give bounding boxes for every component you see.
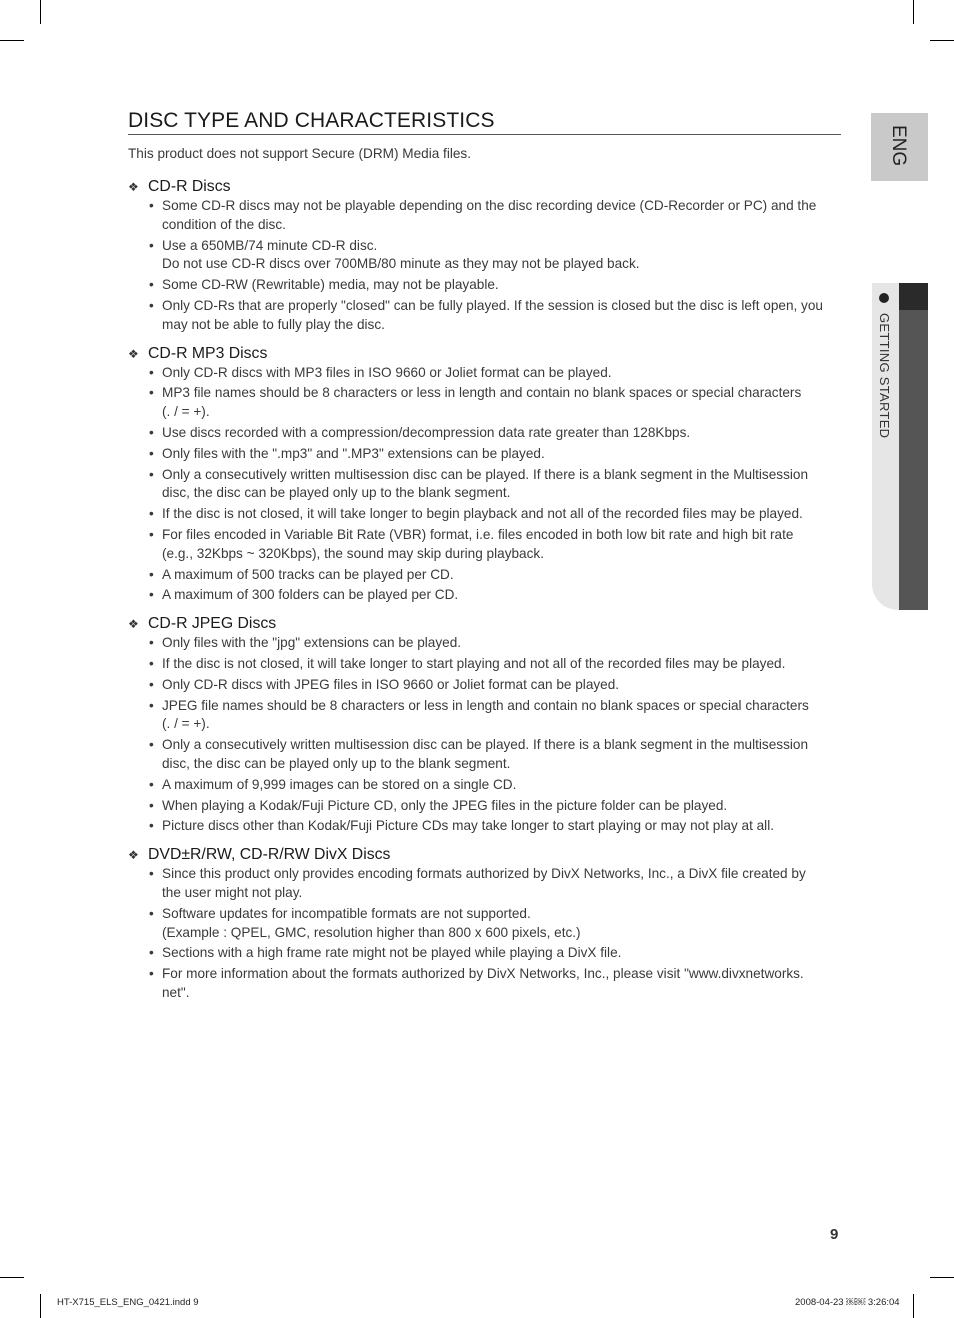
list-item-text: Software updates for incompatible formats are not supported. — [162, 905, 531, 921]
bullet-icon: • — [149, 424, 154, 440]
bullet-icon: • — [149, 635, 154, 651]
crop-mark — [930, 1277, 954, 1278]
bullet-list — [128, 865, 840, 1003]
list-item — [128, 634, 840, 653]
list-item-text: A maximum of 500 tracks can be played per CD. — [162, 566, 454, 582]
bullet-icon: • — [149, 198, 154, 213]
list-item — [128, 197, 840, 235]
bullet-icon: • — [149, 445, 154, 461]
bullet-icon: • — [149, 945, 154, 961]
list-item-text: Only CD-R discs with JPEG files in ISO 9660 or Joliet format can be played. — [162, 676, 620, 692]
list-item — [128, 384, 840, 422]
bullet-icon: • — [149, 526, 154, 542]
list-item — [128, 566, 840, 585]
list-item — [128, 297, 840, 335]
bullet-icon: • — [149, 737, 154, 753]
list-item-text: Use a 650MB/74 minute CD-R disc. — [162, 237, 378, 253]
section-heading-text: DVD±R/RW, CD-R/RW DivX Discs — [148, 846, 391, 864]
list-item — [128, 905, 840, 943]
bullet-icon: • — [149, 385, 154, 401]
bullet-icon: • — [149, 905, 154, 921]
list-item-text: Picture discs other than Kodak/Fuji Picture CDs may take longer to start playing or may not play at all. — [162, 818, 774, 834]
bullet-icon: • — [149, 966, 154, 982]
list-item — [128, 276, 840, 295]
section-heading — [128, 177, 840, 197]
list-item — [128, 424, 840, 443]
list-item-text: may not be able to fully play the disc. — [162, 316, 385, 332]
list-item-text: (. / = +). — [162, 404, 210, 420]
bullet-icon: • — [149, 676, 154, 692]
crop-mark — [0, 1277, 24, 1278]
list-item — [128, 965, 840, 1003]
list-item — [128, 865, 840, 903]
list-item-text: disc, the disc can be played only up to the blank segment. — [162, 485, 511, 501]
section-heading-text: CD-R MP3 Discs — [148, 344, 268, 362]
section-heading — [128, 614, 840, 634]
crop-mark — [40, 0, 41, 24]
list-item-text: Sections with a high frame rate might not be played while playing a DivX file. — [162, 945, 622, 961]
list-item — [128, 364, 840, 383]
chapter-side-bar-top — [899, 283, 928, 310]
list-item — [128, 445, 840, 464]
bullet-list — [128, 364, 840, 606]
list-item-text: (. / = +). — [162, 716, 210, 732]
bullet-icon: • — [149, 697, 154, 713]
language-tab-label: ENG — [888, 125, 909, 167]
list-item — [128, 697, 840, 735]
list-item-text: If the disc is not closed, it will take longer to start playing and not all of the recorded files may be played. — [162, 655, 786, 671]
crop-mark — [930, 40, 954, 41]
list-item-text: Since this product only provides encoding formats authorized by DivX Networks, Inc., a DivX file created by — [162, 866, 806, 882]
diamond-bullet-icon: ❖ — [128, 617, 139, 632]
crop-mark — [913, 0, 914, 24]
chapter-side-bar — [899, 283, 928, 610]
list-item-text: If the disc is not closed, it will take longer to begin playback and not all of the recorded files may be played. — [162, 506, 803, 522]
list-item-text: A maximum of 300 folders can be played per CD. — [162, 587, 459, 603]
list-item-text: For files encoded in Variable Bit Rate (VBR) format, i.e. files encoded in both low bit rate and high bit rate — [162, 526, 794, 542]
bullet-icon: • — [149, 297, 154, 313]
section — [128, 845, 840, 1003]
section — [128, 177, 840, 335]
list-item-text: (e.g., 32Kbps ~ 320Kbps), the sound may skip during playback. — [162, 545, 544, 561]
list-item-text: JPEG file names should be 8 characters or less in length and contain no blank spaces or special characters — [162, 697, 809, 713]
diamond-bullet-icon: ❖ — [128, 848, 139, 863]
section-heading-text: CD-R Discs — [148, 178, 231, 195]
crop-mark — [40, 1294, 41, 1318]
main-content — [128, 177, 840, 1012]
bullet-icon: • — [149, 797, 154, 813]
crop-mark — [0, 40, 24, 41]
bullet-list — [128, 634, 840, 836]
list-item — [128, 944, 840, 963]
bullet-icon: • — [149, 566, 154, 582]
bullet-icon: • — [149, 776, 154, 792]
chapter-bullet-icon — [879, 293, 889, 303]
diamond-bullet-icon: ❖ — [128, 180, 139, 194]
list-item-text: Some CD-R discs may not be playable depending on the disc recording device (CD-Recorder or PC) and the — [162, 198, 817, 213]
list-item-text: Only CD-R discs with MP3 files in ISO 9660 or Joliet format can be played. — [162, 364, 612, 380]
list-item-text: Some CD-RW (Rewritable) media, may not be playable. — [162, 277, 499, 293]
list-item — [128, 676, 840, 695]
list-item-text: When playing a Kodak/Fuji Picture CD, only the JPEG files in the picture folder can be played. — [162, 797, 728, 813]
crop-mark — [913, 1294, 914, 1318]
list-item-text: Only a consecutively written multisession disc can be played. If there is a blank segment in the multisession — [162, 737, 809, 753]
list-item — [128, 466, 840, 504]
list-item-text: net". — [162, 984, 190, 1000]
section-heading — [128, 344, 840, 364]
list-item-text: Only CD-Rs that are properly "closed" can be fully played. If the session is closed but the disc is left open, you — [162, 297, 823, 313]
intro-text: This product does not support Secure (DRM) Media files. — [128, 146, 472, 161]
chapter-label: GETTING STARTED — [877, 313, 892, 439]
list-item — [128, 526, 840, 564]
list-item — [128, 237, 840, 275]
section — [128, 344, 840, 606]
list-item — [128, 586, 840, 605]
list-item-text: For more information about the formats authorized by DivX Networks, Inc., please visit "www.divxnetworks. — [162, 966, 804, 982]
list-item — [128, 655, 840, 674]
bullet-icon: • — [149, 237, 154, 253]
page-number: 9 — [830, 1226, 839, 1243]
bullet-icon: • — [149, 364, 154, 380]
list-item-text: Do not use CD-R discs over 700MB/80 minute as they may not be played back. — [162, 256, 640, 272]
diamond-bullet-icon: ❖ — [128, 346, 139, 361]
list-item-text: MP3 file names should be 8 characters or less in length and contain no blank spaces or special characters — [162, 385, 802, 401]
list-item — [128, 817, 840, 836]
page-title: DISC TYPE AND CHARACTERISTICS — [128, 109, 841, 135]
bullet-icon: • — [149, 277, 154, 293]
list-item-text: Only files with the ".mp3" and ".MP3" extensions can be played. — [162, 445, 545, 461]
list-item-text: (Example : QPEL, GMC, resolution higher than 800 x 600 pixels, etc.) — [162, 924, 581, 940]
bullet-icon: • — [149, 818, 154, 834]
list-item-text: Only files with the "jpg" extensions can be played. — [162, 635, 462, 651]
section-heading — [128, 845, 840, 865]
section — [128, 614, 840, 836]
section-heading-text: CD-R JPEG Discs — [148, 615, 277, 633]
list-item-text: disc, the disc can be played only up to the blank segment. — [162, 755, 511, 771]
list-item — [128, 797, 840, 816]
list-item-text: A maximum of 9,999 images can be stored on a single CD. — [162, 776, 517, 792]
bullet-icon: • — [149, 866, 154, 882]
bullet-icon: • — [149, 587, 154, 603]
list-item — [128, 736, 840, 774]
bullet-icon: • — [149, 506, 154, 522]
bullet-icon: • — [149, 655, 154, 671]
list-item — [128, 505, 840, 524]
list-item-text: Use discs recorded with a compression/decompression data rate greater than 128Kbps. — [162, 424, 691, 440]
list-item — [128, 776, 840, 795]
list-item-text: condition of the disc. — [162, 216, 286, 232]
footer-timestamp: 2008-04-23 ￼￼ 3:26:04 — [795, 1297, 900, 1308]
list-item-text: the user might not play. — [162, 884, 303, 900]
bullet-list — [128, 197, 840, 335]
list-item-text: Only a consecutively written multisession disc can be played. If there is a blank segment in the Multisession — [162, 466, 809, 482]
bullet-icon: • — [149, 466, 154, 482]
footer-file-info: HT-X715_ELS_ENG_0421.indd 9 — [57, 1297, 199, 1308]
language-tab — [871, 113, 928, 181]
